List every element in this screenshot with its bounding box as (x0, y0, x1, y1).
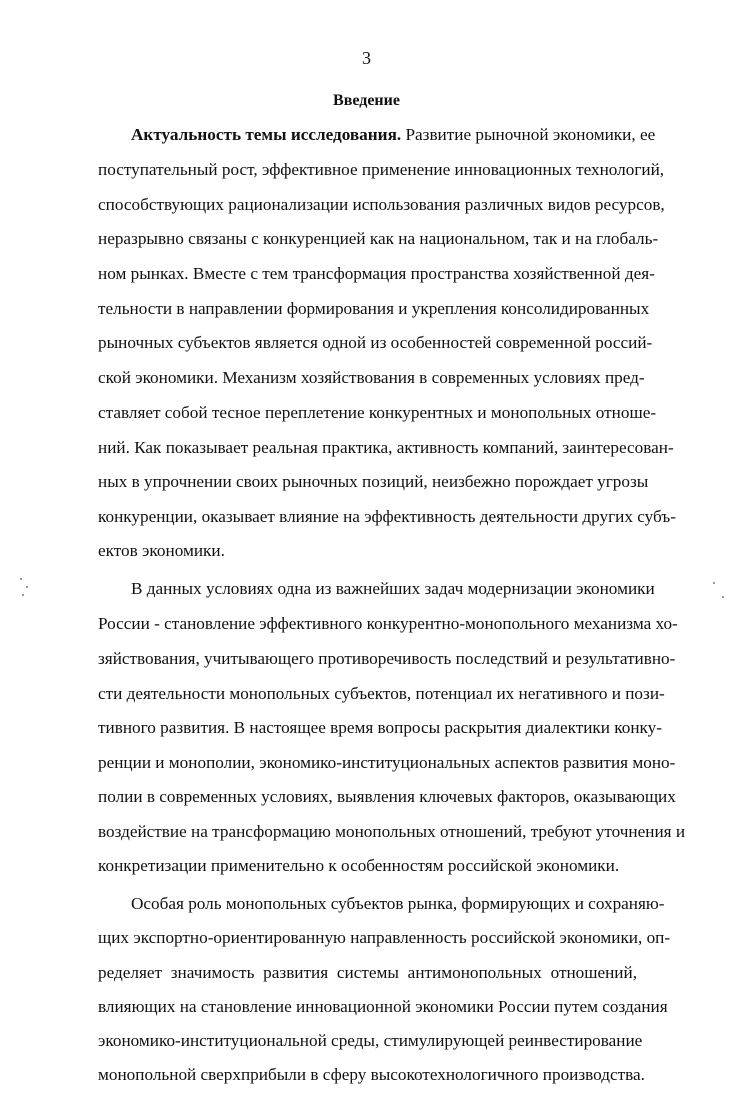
p3-line-2: щих экспортно-ориентированную направленность российской экономики, оп- (98, 928, 671, 947)
p2-line-3: зяйствования, учитывающего противоречивость последствий и результативно- (98, 649, 676, 668)
p2-line-2: России - становление эффективного конкурентно-монопольного механизма хо- (98, 614, 678, 633)
section-heading: Введение (333, 92, 400, 109)
scan-speck (722, 596, 724, 598)
p3-line-3: ределяет значимость развития системы антимонопольных отношений, (98, 963, 637, 982)
p1-line-7: рыночных субъектов является одной из особенностей современной россий- (98, 333, 653, 352)
p1-line-6: тельности в направлении формирования и укрепления консолидированных (98, 299, 650, 318)
p3-line-1: Особая роль монопольных субъектов рынка, формирующих и сохраняю- (131, 894, 665, 913)
scan-speck (20, 578, 22, 580)
p1-line-9: ставляет собой тесное переплетение конкурентных и монопольных отноше- (98, 403, 657, 422)
scan-speck (713, 582, 715, 584)
p3-line-6: монопольной сверхприбыли в сферу высокотехнологичного производства. (98, 1065, 645, 1084)
p1-line-13: ектов экономики. (98, 541, 225, 560)
p1-line-10: ний. Как показывает реальная практика, активность компаний, заинтересован- (98, 438, 674, 457)
p1-line-11: ных в упрочнении своих рыночных позиций, неизбежно порождает угрозы (98, 472, 649, 491)
scan-speck (26, 586, 28, 588)
p2-line-5: тивного развития. В настоящее время вопросы раскрытия диалектики конку- (98, 718, 662, 737)
p3-line-5: экономико-институциональной среды, стимулирующей реинвестирование (98, 1031, 643, 1050)
p1-line-5: ном рынках. Вместе с тем трансформация пространства хозяйственной дея- (98, 264, 655, 283)
p2-line-4: сти деятельности монопольных субъектов, потенциал их негативного и пози- (98, 684, 665, 703)
p2-line-6: ренции и монополии, экономико-институциональных аспектов развития моно- (98, 753, 676, 772)
scan-speck (22, 594, 24, 596)
p1-line-1-text: Развитие рыночной экономики, ее (405, 125, 656, 144)
page-number: 3 (362, 48, 371, 68)
p1-line-8: ской экономики. Механизм хозяйствования в современных условиях пред- (98, 368, 645, 387)
p1-lead-bold: Актуальность темы исследования. (131, 125, 402, 144)
p2-line-1: В данных условиях одна из важнейших задач модернизации экономики (131, 579, 655, 598)
p3-line-4: влияющих на становление инновационной экономики России путем создания (98, 997, 668, 1016)
p1-line-1 (131, 125, 656, 145)
p1-line-12: конкуренции, оказывает влияние на эффективность деятельности других субъ- (98, 507, 676, 526)
p1-line-2: поступательный рост, эффективное применение инновационных технологий, (98, 160, 665, 179)
p1-line-3: способствующих рационализации использования различных видов ресурсов, (98, 195, 665, 214)
p2-line-9: конкретизации применительно к особенностям российской экономики. (98, 856, 620, 875)
p2-line-7: полии в современных условиях, выявления ключевых факторов, оказывающих (98, 787, 676, 806)
p2-line-8: воздействие на трансформацию монопольных отношений, требуют уточнения и (98, 822, 686, 841)
p1-line-4: неразрывно связаны с конкуренцией как на национальном, так и на глобаль- (98, 229, 659, 248)
